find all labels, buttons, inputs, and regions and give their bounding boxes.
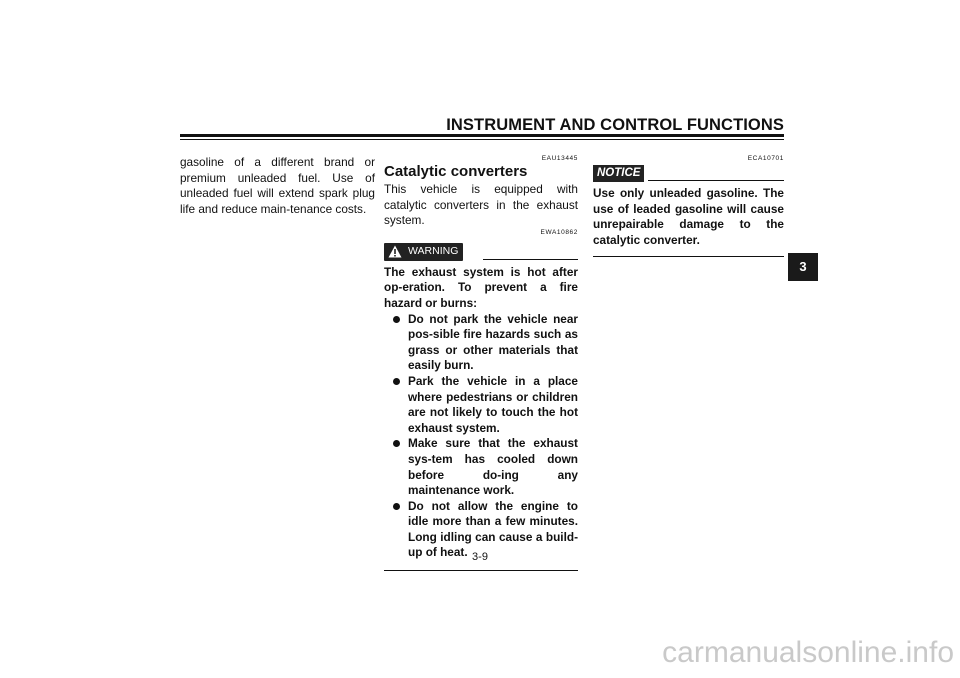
list-item: Make sure that the exhaust sys-tem has cooled down before do-ing any maintenance work.: [384, 436, 578, 498]
page-title: INSTRUMENT AND CONTROL FUNCTIONS: [446, 116, 784, 134]
bullet-icon: [393, 503, 400, 510]
column-left: [180, 155, 375, 217]
notice-end-rule: [593, 256, 784, 257]
column-middle: [384, 155, 578, 571]
warning-code: EWA10862: [540, 228, 578, 236]
list-item: Do not park the vehicle near pos-sible fire hazards such as grass or other materials that easily burn.: [384, 312, 578, 374]
warning-label-row: [384, 243, 578, 261]
title-rule-thin: [180, 139, 784, 140]
list-item: Do not allow the engine to idle more than a few minutes. Long idling can cause a build-up of heat.: [384, 499, 578, 561]
list-item: Park the vehicle in a place where pedestrians or children are not likely to touch the hot exhaust system.: [384, 374, 578, 436]
warning-badge: [384, 243, 463, 261]
watermark: carmanualsonline.info: [662, 636, 954, 669]
chapter-tab: 3: [788, 253, 818, 281]
warning-triangle-icon: [388, 245, 402, 258]
warning-end-rule: [384, 570, 578, 571]
section-code: EAU13445: [541, 155, 578, 162]
title-rule: [180, 134, 784, 137]
warning-lead: The exhaust system is hot after op-eration. To prevent a fire hazard or burns:: [384, 264, 578, 310]
column-right: [593, 155, 784, 257]
bullet-icon: [393, 378, 400, 385]
warning-label-rule: [483, 259, 578, 260]
warning-list: [384, 312, 578, 562]
continued-paragraph: gasoline of a different brand or premium unleaded fuel. Use of unleaded fuel will extend spark plug life and reduce main-tenance costs.: [180, 155, 375, 216]
warning-label: WARNING: [408, 244, 459, 257]
intro-paragraph: This vehicle is equipped with catalytic converters in the exhaust system.: [384, 182, 578, 228]
notice-label-row: [593, 165, 784, 182]
notice-text: Use only unleaded gasoline. The use of leaded gasoline will cause unrepairable damage to the catalytic converter.: [593, 186, 784, 247]
page-number: 3-9: [472, 551, 488, 563]
bullet-icon: [393, 440, 400, 447]
bullet-icon: [393, 316, 400, 323]
section-heading: Catalytic converters: [384, 163, 528, 180]
notice-code: ECA10701: [747, 155, 784, 162]
notice-label-rule: [648, 180, 784, 181]
notice-badge: NOTICE: [593, 165, 644, 182]
